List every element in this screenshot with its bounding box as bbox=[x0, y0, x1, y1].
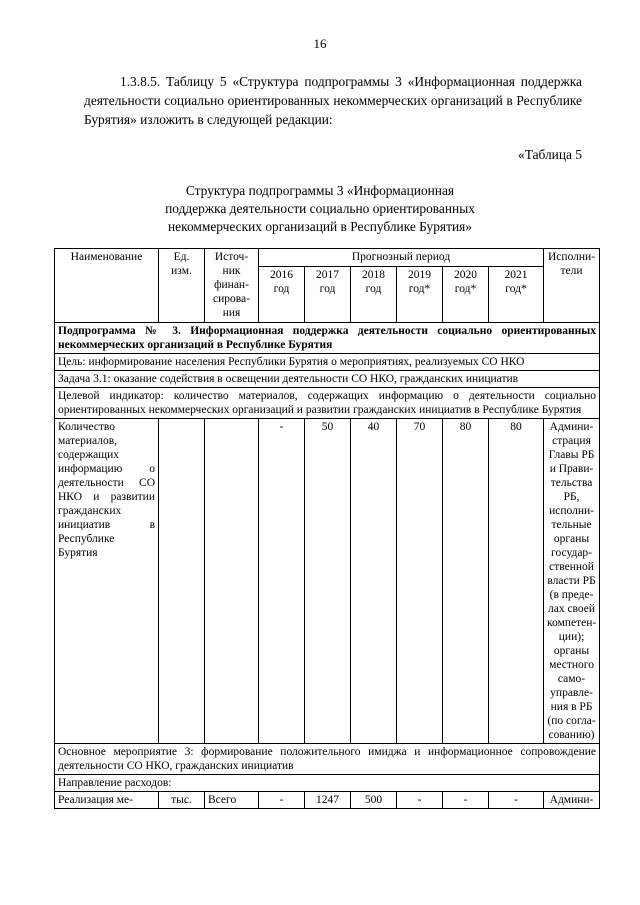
goal-cell: Цель: информирование населения Республики Бурятия о мероприятиях, реализуемых СО НКО bbox=[55, 354, 600, 371]
impl-value-2019: - bbox=[397, 792, 443, 809]
goal-row bbox=[55, 354, 600, 371]
intro-paragraph: 1.3.8.5. Таблицу 5 «Структура подпрограммы 3 «Информационная поддержка деятельности социально ориентированных некоммерческих организаций в Республике Бурятия» изложить в следующей редакции: bbox=[84, 74, 582, 127]
implementation-row bbox=[55, 792, 600, 809]
impl-name-cell: Реализация ме- bbox=[55, 792, 159, 809]
impl-value-2016: - bbox=[259, 792, 305, 809]
indicator-row bbox=[55, 388, 600, 419]
indicator-cell: Целевой индикатор: количество материалов, содержащих информацию о деятельности социально ориентированных некоммерческих организаций и развитии гражданских инициатив в Республике Бурятия bbox=[55, 388, 600, 419]
impl-value-2017: 1247 bbox=[305, 792, 351, 809]
indicator-value-2020: 80 bbox=[443, 419, 489, 744]
direction-row bbox=[55, 775, 600, 792]
indicator-executors-cell: Админи- страция Главы РБ и Прави- тельства РБ, исполни- тельные органы государ- ственной власти РБ (в преде- лах своей компетен- ции); органы местного само- управле- ния в РБ (по согла- сованию) bbox=[544, 419, 600, 744]
header-year-2016: 2016 год bbox=[259, 267, 305, 323]
header-row bbox=[55, 249, 600, 267]
header-year-2018: 2018 год bbox=[351, 267, 397, 323]
indicator-name-cell: Количество материалов, содержащих информацию о деятельности СО НКО и развитии гражданских инициатив в Республике Бурятия bbox=[55, 419, 159, 744]
title-line: поддержка деятельности социально ориентированных bbox=[165, 201, 475, 216]
header-forecast: Прогнозный период bbox=[259, 249, 544, 267]
table-title bbox=[0, 182, 640, 236]
impl-value-2021: - bbox=[489, 792, 544, 809]
subprogram-cell: Подпрограмма № 3. Информационная поддержка деятельности социально ориентированных некоммерческих организаций в Республике Бурятия bbox=[55, 323, 600, 354]
indicator-value-2016: - bbox=[259, 419, 305, 744]
page-number: 16 bbox=[313, 36, 327, 51]
table-reference: «Таблица 5 bbox=[518, 147, 582, 162]
title-line: Структура подпрограммы 3 «Информационная bbox=[185, 183, 455, 198]
impl-value-2020: - bbox=[443, 792, 489, 809]
indicator-value-2018: 40 bbox=[351, 419, 397, 744]
impl-value-2018: 500 bbox=[351, 792, 397, 809]
main-event-row bbox=[55, 744, 600, 775]
task-row bbox=[55, 371, 600, 388]
indicator-value-2021: 80 bbox=[489, 419, 544, 744]
subprogram-row bbox=[55, 323, 600, 354]
indicator-unit-cell bbox=[159, 419, 205, 744]
main-event-cell: Основное мероприятие 3: формирование положительного имиджа и информационное сопровождение деятельности СО НКО, гражданских инициатив bbox=[55, 744, 600, 775]
indicator-value-2019: 70 bbox=[397, 419, 443, 744]
header-year-2020: 2020 год* bbox=[443, 267, 489, 323]
header-unit: Ед. изм. bbox=[159, 249, 205, 323]
task-cell: Задача 3.1: оказание содействия в освещении деятельности СО НКО, гражданских инициатив bbox=[55, 371, 600, 388]
impl-source-cell: Всего bbox=[205, 792, 259, 809]
indicator-source-cell bbox=[205, 419, 259, 744]
header-year-2019: 2019 год* bbox=[397, 267, 443, 323]
header-year-2021: 2021 год* bbox=[489, 267, 544, 323]
impl-executors-cell: Админи- bbox=[544, 792, 600, 809]
header-year-2017: 2017 год bbox=[305, 267, 351, 323]
structure-table bbox=[54, 248, 600, 809]
indicator-values-row bbox=[55, 419, 600, 744]
header-source: Источ- ник финан- сирова- ния bbox=[205, 249, 259, 323]
indicator-value-2017: 50 bbox=[305, 419, 351, 744]
impl-unit-cell: тыс. bbox=[159, 792, 205, 809]
direction-cell: Направление расходов: bbox=[55, 775, 600, 792]
title-line: некоммерческих организаций в Республике Бурятия» bbox=[168, 219, 472, 234]
header-name: Наименование bbox=[55, 249, 159, 323]
header-executors: Исполни- тели bbox=[544, 249, 600, 323]
